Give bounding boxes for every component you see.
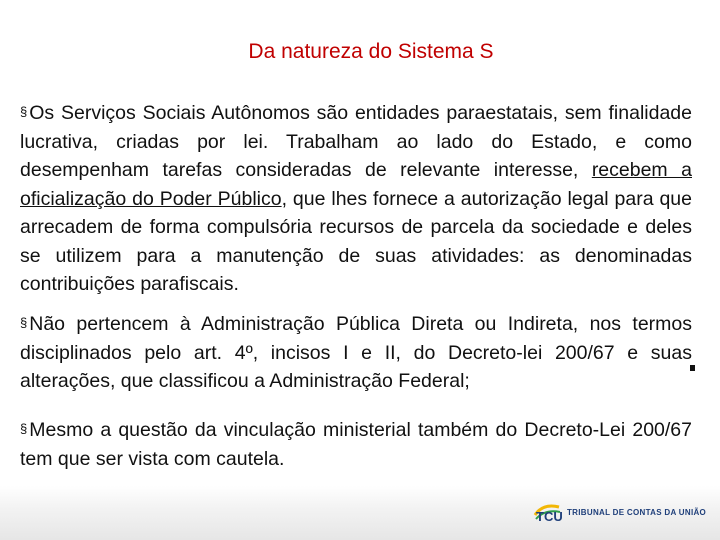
- stray-bullet-marker: [690, 365, 695, 371]
- paragraph-1-text-end: , que lhes fornece a autorização legal para que arrecadem de forma compulsória recursos de parcela da sociedade e deles se utilizem para a manutenção de suas atividades: as denominadas contribuições parafiscais.: [20, 187, 693, 295]
- tcu-logo: [533, 500, 706, 524]
- paragraph-1-text: Os Serviços Sociais Autônomos são entidades paraestatais, sem finalidade lucrativa, criadas por lei. Trabalham ao lado do Estado, e como desempenham tarefas consideradas de relevante interesse,: [20, 102, 692, 181]
- paragraph-2: [20, 309, 692, 396]
- tcu-logo-text: TRIBUNAL DE CONTAS DA UNIÃO: [567, 507, 707, 517]
- paragraph-1: [20, 98, 692, 299]
- paragraph-2-text: Não pertencem à Administração Pública Direta ou Indireta, nos termos disciplinados pelo art. 4º, incisos I e II, do Decreto-lei 200/67 e suas alterações, que classificou a Administração Federal;: [20, 313, 692, 392]
- paragraph-3-text: Mesmo a questão da vinculação ministerial também do Decreto-Lei 200/67 tem que ser vista com cautela.: [20, 419, 692, 470]
- bullet-icon: §: [20, 421, 28, 436]
- svg-text:TCU: TCU: [536, 509, 563, 523]
- paragraph-1-underlined: recebem a oficialização do Poder Público: [20, 159, 692, 210]
- tcu-logo-icon: [533, 501, 563, 523]
- bullet-icon: §: [20, 315, 28, 330]
- paragraph-3: [20, 415, 692, 473]
- bullet-icon: §: [20, 104, 28, 119]
- slide-title: Da natureza do Sistema S: [248, 40, 494, 63]
